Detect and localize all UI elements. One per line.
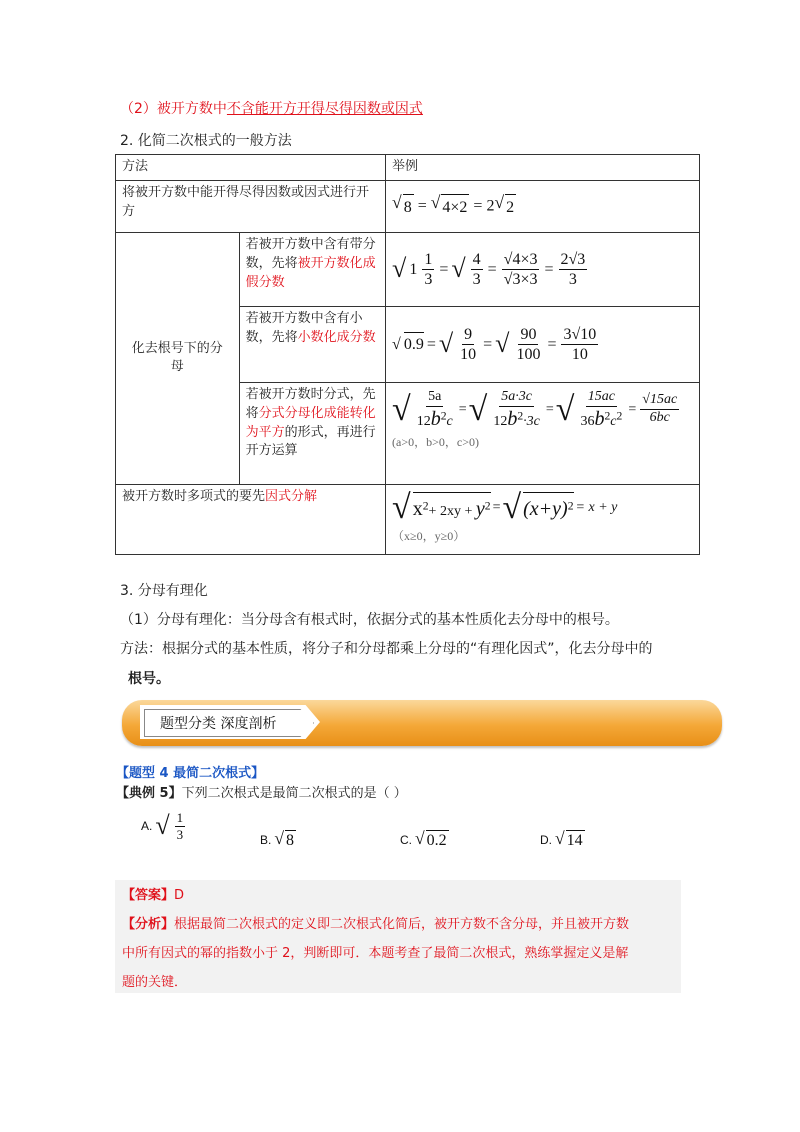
banner-label: 题型分类 深度剖析 xyxy=(160,716,277,732)
question-type: 【题型 4 最简二次根式】 xyxy=(116,766,265,781)
answer-line: 【答案】D xyxy=(122,888,185,903)
row4-method: 若被开方数时分式，先将分式分母化成能转化为平方的形式，再进行开方运算 xyxy=(245,386,376,459)
option-b: B. √ 8 xyxy=(260,828,294,849)
group-label: 化去根号下的分母 xyxy=(131,340,223,375)
row3-example: √ 0.9 = √ $\frac{9}{10}$ = √ $\frac{90}{100}$ = $\frac{3√10}{10}$ xyxy=(392,325,597,363)
row4-condition: (a>0，b>0，c>0) xyxy=(392,434,479,449)
intro-highlight: 不含能开方开得尽得因数或因式 xyxy=(226,101,423,117)
methods-table xyxy=(115,154,700,555)
intro-prefix: （2）被开方数中 xyxy=(120,101,227,117)
row5-condition: （x≥0，y≥0） xyxy=(392,528,466,543)
section2-title: 2. 化简二次根式的一般方法 xyxy=(120,133,292,149)
row1-method: 将被开方数中能开得尽得因数或因式进行开方 xyxy=(122,184,370,219)
section3-p1: （1）分母有理化：当分母含有根式时，依据分式的基本性质化去分母中的根号。 xyxy=(120,612,619,628)
row2-example: √ 1 $\frac{1}{3}$ = √ $\frac{4}{3}$ = $\frac{√4\times 3}{√3\times 3}$ = $\frac{2√3}{3}$ xyxy=(392,250,586,288)
option-c: C. √ 0.2 xyxy=(400,828,447,849)
row2-method: 若被开方数中含有带分数，先将被开方数化成假分数 xyxy=(245,236,376,290)
row1-example: √ 8 = √ 4×2 = 2 √ 2 xyxy=(386,191,699,222)
analysis: 【分析】根据最简二次根式的定义即二次根式化简后，被开方数不含分母，并且被开方数 中所有因式的幂的指数小于 2，判断即可．本题考查了最简二次根式，熟练掌握定义是解 题的关键． xyxy=(122,917,630,990)
section3-p3: 根号。 xyxy=(128,671,170,687)
table-header-example: 举例 xyxy=(392,159,419,174)
row4-example: √ $\frac{5a}{12b^2c}$ = √ $\frac{5a\cdot 3c}{12b^2\cdot 3c}$ = √ $\frac{15ac}{36b^2c^2}$ = $\frac{√15ac}{6bc}$ xyxy=(392,388,678,430)
option-d: D. √ 14 xyxy=(540,828,583,849)
option-a: A. √ $\frac{1}{3}$ xyxy=(141,810,184,842)
row5-example: √ $x^2+ 2xy + y^2$ = √ $(x+y)^2$ = x + y xyxy=(392,488,618,526)
row5-method: 被开方数时多项式的要先因式分解 xyxy=(122,488,318,504)
intro-line xyxy=(120,98,423,118)
table-header-method: 方法 xyxy=(122,159,149,174)
row3-method: 若被开方数中含有小数，先将小数化成分数 xyxy=(245,310,376,345)
question-stem-line xyxy=(116,782,407,801)
example-label: 【典例 5】 xyxy=(116,786,182,801)
section3-p2: 方法：根据分式的基本性质，将分子和分母都乘上分母的“有理化因式”，化去分母中的 xyxy=(120,641,653,657)
question-stem: 下列二次根式是最简二次根式的是（ ） xyxy=(181,786,407,801)
section3-title: 3. 分母有理化 xyxy=(120,583,208,599)
